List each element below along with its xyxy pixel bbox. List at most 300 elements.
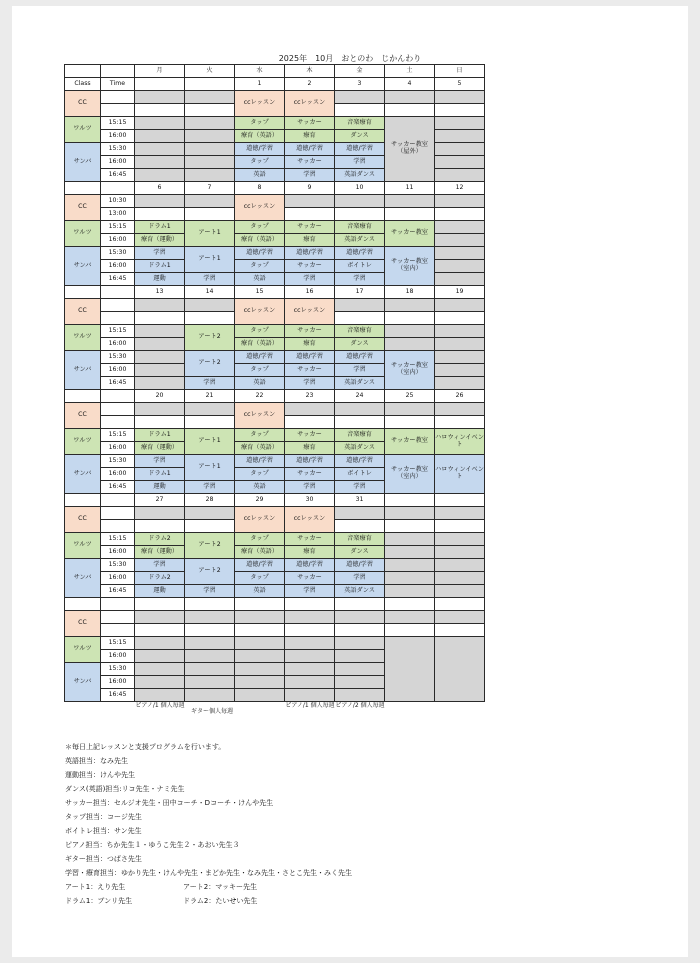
weekday-header-row (65, 65, 485, 78)
empty-cell (435, 234, 485, 247)
empty-cell (101, 507, 135, 520)
date-cell: 11 (385, 182, 435, 195)
lesson-cell: ccレッスン (235, 403, 285, 429)
empty-cell (435, 208, 485, 221)
empty-cell (435, 403, 485, 416)
empty-cell (135, 650, 185, 663)
lesson-cell: 道徳/学習 (235, 351, 285, 364)
schedule-row (65, 299, 485, 312)
empty-cell (385, 494, 435, 507)
empty-cell (135, 598, 185, 611)
date-cell: 31 (335, 494, 385, 507)
lesson-cell: サッカー教室（室内） (385, 351, 435, 390)
soccer-outdoor-cell: サッカー教室（屋外） (385, 117, 435, 182)
lesson-cell: サッカー教室（室内） (385, 247, 435, 286)
empty-cell (185, 195, 235, 208)
lesson-cell: 学習 (335, 481, 385, 494)
lesson-cell: タップ (235, 156, 285, 169)
class-cell: サンバ (65, 351, 101, 390)
empty-cell (285, 663, 335, 676)
date-cell (185, 78, 235, 91)
time-cell: 16:00 (101, 364, 135, 377)
time-cell: 15:15 (101, 325, 135, 338)
lesson-cell: 英語 (235, 481, 285, 494)
empty-cell (185, 624, 235, 637)
empty-cell (385, 637, 435, 702)
empty-cell (185, 416, 235, 429)
cc-row (65, 91, 485, 104)
legend-english: 英語担当：なみ先生 (65, 757, 128, 765)
empty-cell (135, 520, 185, 533)
lesson-cell: ドラム1 (135, 468, 185, 481)
empty-cell (185, 156, 235, 169)
empty-cell (65, 598, 101, 611)
time-cell: 10:30 (101, 195, 135, 208)
lesson-cell: 学習 (335, 273, 385, 286)
lesson-cell: 学習 (285, 273, 335, 286)
time-cell: 15:30 (101, 663, 135, 676)
time-cell: 16:00 (101, 260, 135, 273)
lesson-cell: 療育 (285, 234, 335, 247)
empty-cell (101, 611, 135, 624)
empty-cell (435, 156, 485, 169)
empty-cell (235, 676, 285, 689)
legend-guitar: ギター担当：つばさ先生 (65, 855, 142, 863)
lesson-cell: サッカー (285, 325, 335, 338)
empty-cell (335, 208, 385, 221)
lesson-cell: 道徳/学習 (235, 455, 285, 468)
note-piano-fri: ピアノ/2 個人毎週 (335, 702, 385, 709)
legend-drum2: ドラム2：たいせい先生 (183, 897, 258, 905)
empty-cell (185, 130, 235, 143)
legend-exercise: 運動担当：けんや先生 (65, 771, 135, 779)
empty-cell (435, 611, 485, 624)
empty-cell (435, 221, 485, 234)
lesson-cell: 療育（英語） (235, 546, 285, 559)
empty-cell (101, 65, 135, 78)
date-cell: 4 (385, 78, 435, 91)
lesson-cell: 学習 (335, 156, 385, 169)
time-cell: 16:45 (101, 169, 135, 182)
legend-dance: ダンス(英語)担当:リコ先生・ナミ先生 (65, 785, 185, 793)
time-cell: 15:30 (101, 247, 135, 260)
lesson-cell: ccレッスン (285, 299, 335, 325)
lesson-cell: サッカー (285, 117, 335, 130)
weekday-fri: 金 (335, 65, 385, 78)
time-cell: 15:15 (101, 637, 135, 650)
empty-cell (135, 403, 185, 416)
empty-cell (135, 104, 185, 117)
date-row (65, 78, 485, 91)
time-cell: 13:00 (101, 208, 135, 221)
class-waltz: ワルツ (65, 117, 101, 143)
lesson-cell: ダンス (335, 338, 385, 351)
schedule-row (65, 611, 485, 624)
lesson-cell: サッカー (285, 364, 335, 377)
lesson-cell: ccレッスン (235, 299, 285, 325)
empty-cell (385, 403, 435, 416)
schedule-row (65, 338, 485, 351)
time-cell: 15:15 (101, 221, 135, 234)
weekday-mon: 月 (135, 65, 185, 78)
date-cell: 16 (285, 286, 335, 299)
empty-cell (135, 637, 185, 650)
lesson-cell: 道徳/学習 (235, 559, 285, 572)
empty-cell (185, 312, 235, 325)
schedule-row (65, 533, 485, 546)
empty-cell (435, 247, 485, 260)
date-row (65, 390, 485, 403)
empty-cell (65, 390, 101, 403)
lesson-cell: アート1 (185, 221, 235, 247)
lesson-cell: 学習 (185, 481, 235, 494)
empty-cell (135, 299, 185, 312)
schedule-row (65, 585, 485, 598)
lesson-cell: 道徳/学習 (335, 247, 385, 260)
date-cell: 1 (235, 78, 285, 91)
lesson-cell: タップ (235, 468, 285, 481)
empty-cell (335, 299, 385, 312)
empty-cell (101, 104, 135, 117)
schedule-row (65, 559, 485, 572)
lesson-cell: 道徳/学習 (285, 455, 335, 468)
empty-cell (435, 143, 485, 156)
empty-cell (435, 117, 485, 130)
time-cell: 16:00 (101, 130, 135, 143)
empty-cell (185, 104, 235, 117)
lesson-cell: 英語 (235, 273, 285, 286)
time-cell: 16:45 (101, 273, 135, 286)
empty-cell (135, 507, 185, 520)
lesson-cell: 療育 (285, 130, 335, 143)
empty-cell (285, 624, 335, 637)
lesson-cell: 療育 (285, 442, 335, 455)
empty-cell (185, 598, 235, 611)
lesson-cell: ドラム1 (135, 260, 185, 273)
time-cell: 16:00 (101, 546, 135, 559)
empty-cell (335, 611, 385, 624)
empty-cell (65, 65, 101, 78)
note-guitar-tue: ギター個人毎週 (191, 708, 233, 715)
class-cell: ワルツ (65, 429, 101, 455)
time-cell: 16:00 (101, 442, 135, 455)
empty-cell (185, 520, 235, 533)
empty-cell (435, 325, 485, 338)
time-cell: 16:00 (101, 234, 135, 247)
schedule-row (65, 195, 485, 208)
class-cell: ワルツ (65, 221, 101, 247)
date-cell: 23 (285, 390, 335, 403)
empty-cell (335, 403, 385, 416)
empty-cell (435, 338, 485, 351)
empty-cell (185, 403, 235, 416)
lesson-cell: サッカー (285, 468, 335, 481)
class-samba: サンバ (65, 143, 101, 182)
empty-cell (335, 195, 385, 208)
empty-cell (335, 507, 385, 520)
note-piano-mon: ピアノ/1 個人毎週 (135, 702, 185, 709)
schedule-row (65, 325, 485, 338)
lesson-cell: ボイトレ (335, 468, 385, 481)
date-cell: 12 (435, 182, 485, 195)
empty-cell (185, 117, 235, 130)
empty-cell (335, 676, 385, 689)
date-cell: 28 (185, 494, 235, 507)
lesson-cell: 英語 (235, 585, 285, 598)
lesson-cell: 英語ダンス (335, 585, 385, 598)
lesson-cell: 学習 (285, 377, 335, 390)
date-cell: 9 (285, 182, 335, 195)
empty-cell (385, 585, 435, 598)
empty-cell (435, 130, 485, 143)
lesson-cell: 運動 (135, 481, 185, 494)
lesson-cell: タップ (235, 221, 285, 234)
lesson-cell: サッカー (285, 572, 335, 585)
schedule-row (65, 455, 485, 468)
teacher-legend (65, 740, 352, 908)
lesson-cell: 療育（英語） (235, 442, 285, 455)
lesson-cell: 道徳/学習 (335, 559, 385, 572)
legend-intro: ＊毎日上記レッスンと支援プログラムを行います。 (65, 743, 226, 751)
empty-cell (335, 312, 385, 325)
empty-cell (435, 416, 485, 429)
lesson-cell: 道徳/学習 (285, 143, 335, 156)
empty-cell (335, 104, 385, 117)
empty-cell (435, 351, 485, 364)
empty-cell (135, 377, 185, 390)
time-cell: 16:45 (101, 377, 135, 390)
time-cell: 16:45 (101, 689, 135, 702)
date-cell: 8 (235, 182, 285, 195)
class-cell: ワルツ (65, 533, 101, 559)
empty-cell (435, 260, 485, 273)
time-cell: 15:30 (101, 143, 135, 156)
empty-cell (135, 117, 185, 130)
empty-cell (435, 364, 485, 377)
lesson-cell: 療育（英語） (235, 130, 285, 143)
empty-cell (101, 520, 135, 533)
legend-piano: ピアノ担当：ちか先生１・ゆうこ先生２・あおい先生３ (65, 841, 240, 849)
empty-cell (435, 273, 485, 286)
empty-cell (235, 611, 285, 624)
lesson-cell: ドラム2 (135, 572, 185, 585)
class-cell: サンバ (65, 247, 101, 286)
legend-tap: タップ担当：コージ先生 (65, 813, 142, 821)
lesson-cell: 療育（運動） (135, 234, 185, 247)
empty-cell (335, 624, 385, 637)
lesson-cell: サッカー (285, 260, 335, 273)
legend-art1: アート1：えり先生 (65, 883, 126, 891)
legend-drum1: ドラム1：ブンリ先生 (65, 897, 133, 905)
lesson-cell: タップ (235, 429, 285, 442)
empty-cell (185, 91, 235, 104)
legend-soccer: サッカー担当：セルジオ先生・田中コーチ・Dコーチ・けんや先生 (65, 799, 274, 807)
lesson-cell: ドラム2 (135, 533, 185, 546)
empty-cell (101, 182, 135, 195)
schedule-row (65, 429, 485, 442)
schedule-row (65, 572, 485, 585)
empty-cell (135, 351, 185, 364)
time-cell: 15:30 (101, 455, 135, 468)
class-cell: CC (65, 195, 101, 221)
legend-voice: ボイトレ担当：サン先生 (65, 827, 142, 835)
empty-cell (435, 585, 485, 598)
note-piano-thu: ピアノ/1 個人毎週 (285, 702, 335, 709)
date-cell: 30 (285, 494, 335, 507)
empty-cell (385, 546, 435, 559)
empty-cell (335, 663, 385, 676)
lesson-cell: タップ (235, 572, 285, 585)
date-cell: 6 (135, 182, 185, 195)
lesson-cell: 道徳/学習 (285, 247, 335, 260)
empty-cell (435, 637, 485, 702)
halloween-event-cell: ハロウィンイベント (435, 429, 485, 455)
lesson-cell: 英語ダンス (335, 234, 385, 247)
empty-cell (335, 520, 385, 533)
empty-cell (435, 195, 485, 208)
date-cell: 24 (335, 390, 385, 403)
empty-cell (135, 195, 185, 208)
empty-cell (135, 130, 185, 143)
empty-cell (335, 91, 385, 104)
time-cell: 15:15 (101, 533, 135, 546)
lesson-cell: 道徳/学習 (335, 143, 385, 156)
empty-cell (65, 286, 101, 299)
lesson-cell: 英語ダンス (335, 377, 385, 390)
empty-cell (135, 156, 185, 169)
empty-cell (335, 650, 385, 663)
lesson-cell: 道徳/学習 (285, 559, 335, 572)
empty-cell (135, 312, 185, 325)
date-cell: 29 (235, 494, 285, 507)
date-cell: 22 (235, 390, 285, 403)
lesson-cell: 療育 (285, 338, 335, 351)
time-cell: 16:00 (101, 338, 135, 351)
empty-cell (385, 104, 435, 117)
empty-cell (101, 286, 135, 299)
lesson-cell: 音楽療育 (335, 429, 385, 442)
empty-cell (385, 195, 435, 208)
empty-cell (135, 143, 185, 156)
weekday-sat: 土 (385, 65, 435, 78)
lesson-cell: 英語 (235, 377, 285, 390)
lesson-cell: 道徳/学習 (335, 351, 385, 364)
time-cell: 16:45 (101, 481, 135, 494)
empty-cell (385, 325, 435, 338)
empty-cell (235, 689, 285, 702)
lesson-cell: 英語 (235, 169, 285, 182)
empty-cell (101, 91, 135, 104)
lesson-cell: サッカー教室 (385, 429, 435, 455)
empty-cell (385, 559, 435, 572)
lesson-cell: ダンス (335, 546, 385, 559)
lesson-cell: 学習 (285, 169, 335, 182)
date-cell: 5 (435, 78, 485, 91)
time-header: Time (101, 78, 135, 91)
empty-cell (135, 676, 185, 689)
time-cell: 16:00 (101, 650, 135, 663)
weekday-tue: 火 (185, 65, 235, 78)
class-cell: サンバ (65, 455, 101, 494)
date-cell: 21 (185, 390, 235, 403)
lesson-cell: アート2 (185, 559, 235, 585)
legend-art2: アート2：マッキー先生 (183, 883, 257, 891)
empty-cell (285, 208, 335, 221)
empty-cell (185, 611, 235, 624)
lesson-cell: サッカー (285, 221, 335, 234)
class-cell: ワルツ (65, 637, 101, 663)
schedule-row (65, 624, 485, 637)
empty-cell (385, 312, 435, 325)
empty-cell (435, 572, 485, 585)
empty-cell (135, 338, 185, 351)
empty-cell (435, 299, 485, 312)
time-cell: 15:30 (101, 559, 135, 572)
schedule-row (65, 507, 485, 520)
empty-cell (435, 546, 485, 559)
class-cell: サンバ (65, 663, 101, 702)
empty-cell (235, 663, 285, 676)
lesson-cell: ccレッスン (285, 91, 335, 117)
empty-cell (185, 689, 235, 702)
lesson-cell: 療育（英語） (235, 338, 285, 351)
empty-cell (435, 169, 485, 182)
empty-cell (385, 416, 435, 429)
empty-cell (135, 169, 185, 182)
lesson-cell: ボイトレ (335, 260, 385, 273)
empty-cell (285, 637, 335, 650)
waltz-row (65, 117, 485, 130)
weekday-thu: 木 (285, 65, 335, 78)
lesson-cell: 音楽療育 (335, 533, 385, 546)
empty-cell (101, 416, 135, 429)
empty-cell (135, 624, 185, 637)
empty-cell (65, 182, 101, 195)
class-cell: CC (65, 403, 101, 429)
empty-cell (435, 507, 485, 520)
empty-cell (435, 520, 485, 533)
empty-cell (235, 624, 285, 637)
lesson-cell: アート1 (185, 455, 235, 481)
time-cell: 16:45 (101, 585, 135, 598)
lesson-cell: ccレッスン (285, 507, 335, 533)
empty-cell (335, 416, 385, 429)
date-row (65, 286, 485, 299)
schedule-row (65, 546, 485, 559)
weekday-sun: 日 (435, 65, 485, 78)
date-cell: 20 (135, 390, 185, 403)
empty-cell (385, 520, 435, 533)
page-title: 2025年 10月 おとのわ じかんわり (278, 54, 422, 63)
time-cell: 16:00 (101, 676, 135, 689)
empty-cell (435, 494, 485, 507)
empty-cell (185, 208, 235, 221)
lesson-cell: タップ (235, 117, 285, 130)
lesson-cell: 道徳/学習 (285, 351, 335, 364)
empty-cell (435, 91, 485, 104)
empty-cell (101, 494, 135, 507)
date-row (65, 598, 485, 611)
date-cell: 17 (335, 286, 385, 299)
lesson-cell: ダンス (335, 130, 385, 143)
lesson-cell: 運動 (135, 273, 185, 286)
date-cell: 26 (435, 390, 485, 403)
class-cc: CC (65, 91, 101, 117)
empty-cell (385, 533, 435, 546)
empty-cell (135, 208, 185, 221)
lesson-cell: 学習 (135, 559, 185, 572)
empty-cell (385, 507, 435, 520)
